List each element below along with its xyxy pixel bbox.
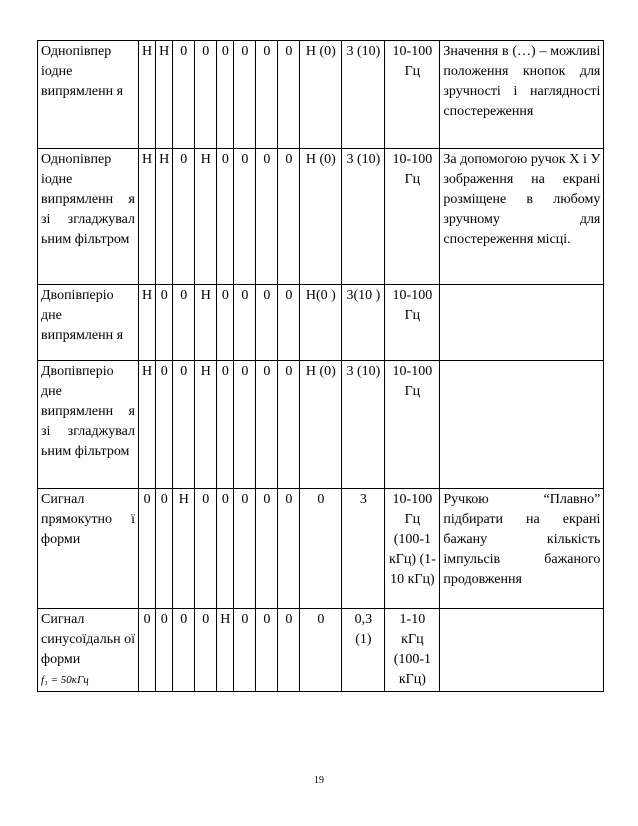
mode-name: Однопівпер іодне випрямленн я xyxy=(41,44,124,99)
col10-value: 3 (10) xyxy=(342,41,385,149)
col10-value: 3(10 ) xyxy=(342,285,385,361)
mode-name: Двопівперіо дне випрямленн я xyxy=(41,288,124,343)
note-text: Значення в (…) – можливі положення кнопок для зручності і наглядності спостереження xyxy=(443,44,601,119)
table-row xyxy=(38,361,604,489)
switch-position-cell: 0 xyxy=(256,489,278,609)
mode-name: Сигнал прямокутно ї форми xyxy=(41,492,135,547)
mode-name: Однопівпер іодне випрямленн я зі згладжувал ьним фільтром xyxy=(41,152,135,247)
frequency-range: 10-100 Гц xyxy=(385,149,440,285)
frequency-range: 10-100 Гц (100-1 кГц) (1-10 кГц) xyxy=(385,489,440,609)
col9-value: Н(0 ) xyxy=(300,285,342,361)
frequency-range: 10-100 Гц xyxy=(385,41,440,149)
switch-position-cell: 0 xyxy=(234,149,256,285)
mode-name: Сигнал синусоїдальн ої форми xyxy=(41,612,136,667)
table-row xyxy=(38,489,604,609)
switch-position-cell: Н xyxy=(139,285,156,361)
switch-position-cell: Н xyxy=(156,41,173,149)
switch-position-cell: Н xyxy=(156,149,173,285)
col9-value: Н (0) xyxy=(300,41,342,149)
switch-position-cell: Н xyxy=(195,285,217,361)
switch-position-cell: 0 xyxy=(173,149,195,285)
mode-name-cell xyxy=(38,285,139,361)
switch-position-cell: 0 xyxy=(139,489,156,609)
switch-position-cell: 0 xyxy=(256,41,278,149)
switch-position-cell: 0 xyxy=(173,41,195,149)
table-row xyxy=(38,609,604,692)
switch-position-cell: 0 xyxy=(234,41,256,149)
switch-position-cell: 0 xyxy=(278,609,300,692)
switch-position-cell: 0 xyxy=(139,609,156,692)
switch-position-cell: 0 xyxy=(156,489,173,609)
col10-value: 3 (10) xyxy=(342,361,385,489)
switch-position-cell: 0 xyxy=(195,41,217,149)
switch-position-cell: 0 xyxy=(156,361,173,489)
switch-position-cell: 0 xyxy=(217,361,234,489)
switch-position-cell: 0 xyxy=(278,489,300,609)
switch-position-cell: Н xyxy=(195,149,217,285)
switch-position-cell: 0 xyxy=(217,489,234,609)
switch-position-cell: 0 xyxy=(278,149,300,285)
switch-position-cell: 0 xyxy=(234,489,256,609)
frequency-formula: f₁ = 50кГц xyxy=(41,674,89,686)
col9-value: Н (0) xyxy=(300,361,342,489)
switch-position-cell: Н xyxy=(139,41,156,149)
mode-name-cell xyxy=(38,41,139,149)
switch-position-cell: 0 xyxy=(156,609,173,692)
table-row xyxy=(38,41,604,149)
settings-table xyxy=(37,40,604,692)
frequency-range: 10-100 Гц xyxy=(385,285,440,361)
switch-position-cell: 0 xyxy=(256,609,278,692)
frequency-range: 1-10 кГц (100-1 кГц) xyxy=(385,609,440,692)
col10-value: 3 xyxy=(342,489,385,609)
switch-position-cell: 0 xyxy=(234,361,256,489)
col10-value: 3 (10) xyxy=(342,149,385,285)
switch-position-cell: Н xyxy=(139,361,156,489)
switch-position-cell: 0 xyxy=(278,41,300,149)
switch-position-cell: 0 xyxy=(195,609,217,692)
note-cell xyxy=(440,41,604,149)
page-number: 19 xyxy=(314,775,324,786)
note-cell xyxy=(440,361,604,489)
mode-name-cell xyxy=(38,609,139,692)
note-cell xyxy=(440,149,604,285)
switch-position-cell: 0 xyxy=(173,285,195,361)
switch-position-cell: 0 xyxy=(217,41,234,149)
col10-value: 0,3 (1) xyxy=(342,609,385,692)
mode-name-cell xyxy=(38,149,139,285)
switch-position-cell: 0 xyxy=(195,489,217,609)
switch-position-cell: 0 xyxy=(173,361,195,489)
note-cell xyxy=(440,489,604,609)
switch-position-cell: 0 xyxy=(278,361,300,489)
switch-position-cell: Н xyxy=(173,489,195,609)
switch-position-cell: 0 xyxy=(256,285,278,361)
switch-position-cell: 0 xyxy=(217,149,234,285)
col9-value: Н (0) xyxy=(300,149,342,285)
table-row xyxy=(38,149,604,285)
mode-name: Двопівперіо дне випрямленн я зі згладжувал ьним фільтром xyxy=(41,364,135,459)
switch-position-cell: 0 xyxy=(256,361,278,489)
switch-position-cell: 0 xyxy=(217,285,234,361)
note-text: Ручкою “Плавно” підбирати на екрані бажану кількість імпульсів бажаного продовження xyxy=(443,492,601,587)
note-text: За допомогою ручок Х і У зображення на екрані розміщене в любому зручному для спостереження місці. xyxy=(443,152,601,247)
switch-position-cell: 0 xyxy=(256,149,278,285)
note-cell xyxy=(440,285,604,361)
col9-value: 0 xyxy=(300,609,342,692)
switch-position-cell: Н xyxy=(195,361,217,489)
note-cell xyxy=(440,609,604,692)
switch-position-cell: 0 xyxy=(234,609,256,692)
table-row xyxy=(38,285,604,361)
switch-position-cell: Н xyxy=(139,149,156,285)
switch-position-cell: 0 xyxy=(278,285,300,361)
mode-name-cell xyxy=(38,489,139,609)
frequency-range: 10-100 Гц xyxy=(385,361,440,489)
switch-position-cell: Н xyxy=(217,609,234,692)
switch-position-cell: 0 xyxy=(234,285,256,361)
col9-value: 0 xyxy=(300,489,342,609)
mode-name-cell xyxy=(38,361,139,489)
switch-position-cell: 0 xyxy=(173,609,195,692)
switch-position-cell: 0 xyxy=(156,285,173,361)
